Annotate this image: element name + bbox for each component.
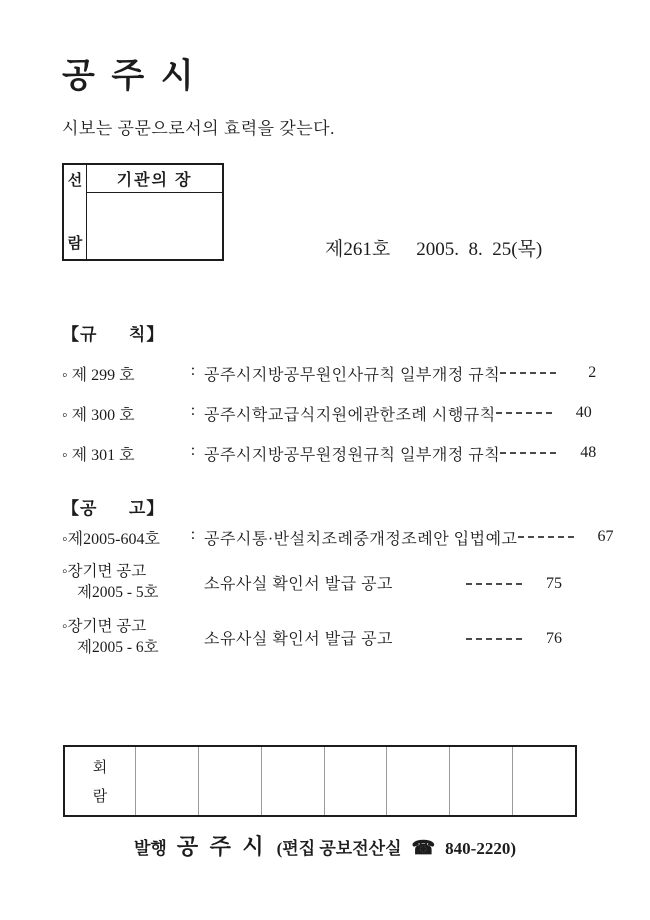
toc-item-label — [62, 617, 204, 659]
toc-item-label: ◦ 제 299 호 — [62, 367, 135, 384]
toc-item — [62, 526, 614, 549]
toc-item — [62, 402, 592, 425]
dash-leader — [518, 536, 574, 538]
toc-item-label — [62, 562, 204, 604]
toc-item — [62, 617, 562, 659]
toc-item-title: 공주시통·반설치조례중개정조례안 입법예고 — [204, 531, 518, 548]
dash-leader — [466, 583, 522, 585]
circulation-empty-cell — [262, 747, 325, 815]
approval-stamp-box — [62, 163, 224, 261]
toc-item-title: 소유사실 확인서 발급 공고 — [204, 631, 394, 649]
section-rules-heading: 【규 칙】 — [62, 325, 165, 344]
toc-item-title: 공주시학교급식지원에관한조례 시행규칙 — [204, 407, 496, 424]
toc-item-separator: : — [190, 526, 196, 543]
publisher-prefix: 발행 — [134, 839, 167, 858]
circulation-empty-cell — [199, 747, 262, 815]
circulation-empty-cell — [513, 747, 575, 815]
toc-item-title: 공주시지방공무원정원규칙 일부개정 규칙 — [204, 447, 501, 464]
issue-number: 제261호 — [325, 239, 391, 260]
approval-side-char-bottom: 람 — [67, 236, 83, 252]
dash-leader — [500, 372, 556, 374]
toc-item-page: 76 — [546, 629, 562, 647]
phone-icon: ☎ — [411, 838, 436, 859]
toc-item-page: 48 — [580, 444, 597, 461]
section-notices — [62, 494, 614, 659]
city-masthead-title: 공 주 시 — [62, 58, 198, 95]
publisher-name: 공 주 시 — [176, 834, 267, 859]
section-rules — [62, 320, 597, 465]
publisher-footer — [0, 830, 650, 861]
toc-item-label: ◦제2005-604호 — [62, 531, 160, 548]
approval-main-area — [87, 165, 222, 259]
circulation-empty-cell — [450, 747, 513, 815]
editor-info: (편집 공보전산실 — [276, 839, 402, 858]
circulation-label-cell — [65, 747, 136, 815]
toc-item-separator: : — [190, 362, 196, 379]
circulation-table — [63, 745, 577, 817]
approval-side-label — [64, 165, 87, 259]
toc-item-title: 소유사실 확인서 발급 공고 — [204, 576, 394, 594]
toc-item-label-line2: 제2005 - 5호 — [77, 583, 159, 601]
toc-item-label-line1: ◦장기면 공고 — [62, 617, 147, 635]
toc-item-page: 75 — [546, 574, 562, 592]
dash-leader — [500, 452, 556, 454]
toc-item-label: ◦ 제 300 호 — [62, 407, 135, 424]
toc-item-separator: : — [190, 442, 196, 459]
gazette-effect-statement: 시보는 공문으로서의 효력을 갖는다. — [62, 119, 335, 138]
circulation-empty-cell — [325, 747, 388, 815]
issue-date: 2005. 8. 25(목) — [416, 239, 543, 260]
section-notices-heading: 【공 고】 — [62, 499, 165, 518]
approval-side-char-top: 선 — [67, 173, 83, 189]
toc-item-separator: : — [190, 402, 196, 419]
dash-leader — [466, 638, 522, 640]
toc-item-page: 67 — [597, 528, 614, 545]
circulation-char-bottom: 람 — [92, 789, 108, 805]
toc-item — [62, 362, 597, 385]
toc-item — [62, 442, 597, 465]
approval-signature-space — [87, 193, 222, 259]
phone-number: 840-2220) — [445, 839, 516, 858]
toc-item-label: ◦ 제 301 호 — [62, 447, 135, 464]
toc-item — [62, 562, 562, 604]
circulation-empty-cell — [387, 747, 450, 815]
toc-item-title: 공주시지방공무원인사규칙 일부개정 규칙 — [204, 367, 501, 384]
issue-line — [325, 234, 542, 261]
toc-item-page: 2 — [588, 364, 597, 381]
toc-item-label-line1: ◦장기면 공고 — [62, 563, 147, 580]
approval-header-label: 기관의 장 — [87, 165, 222, 193]
circulation-empty-cell — [136, 747, 199, 815]
toc-item-page: 40 — [575, 404, 592, 421]
dash-leader — [496, 412, 552, 414]
circulation-char-top: 회 — [92, 760, 108, 776]
toc-item-label-line2: 제2005 - 6호 — [77, 638, 159, 656]
